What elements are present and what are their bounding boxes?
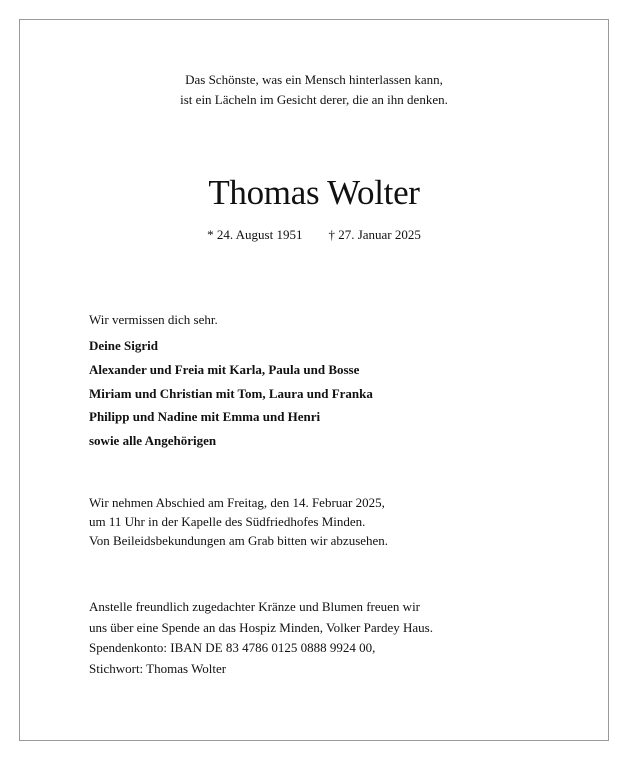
family-list xyxy=(89,334,373,453)
obituary-notice xyxy=(19,19,609,741)
family-member-line: Deine Sigrid xyxy=(89,338,158,353)
family-member-line: sowie alle Angehörigen xyxy=(89,433,217,449)
quote-line-1: Das Schönste, was ein Mensch hinterlassen kann, xyxy=(185,72,443,87)
deceased-name: Thomas Wolter xyxy=(208,173,420,212)
death-date: † 27. Januar 2025 xyxy=(328,227,421,242)
birth-date: * 24. August 1951 xyxy=(207,227,303,242)
family-member-line: Philipp und Nadine mit Emma und Henri xyxy=(89,409,321,425)
funeral-details-line: Wir nehmen Abschied am Freitag, den 14. Februar 2025, xyxy=(89,495,385,510)
family-member-line: Alexander und Freia mit Karla, Paula und Bosse xyxy=(89,361,360,377)
funeral-details-line: Von Beileidsbekundungen am Grab bitten wir abzusehen. xyxy=(89,533,389,548)
mourning-message: Wir vermissen dich sehr. xyxy=(89,312,218,327)
quote-line-2: ist ein Lächeln im Gesicht derer, die an ihn denken. xyxy=(180,91,448,107)
donation-line: Anstelle freundlich zugedachter Kränze und Blumen freuen wir xyxy=(89,599,421,614)
funeral-details xyxy=(89,493,388,550)
life-dates xyxy=(20,225,608,244)
family-member-line: Miriam und Christian mit Tom, Laura und Franka xyxy=(89,385,373,401)
donation-request xyxy=(89,597,433,679)
donation-line: uns über eine Spende an das Hospiz Minden, Volker Pardey Haus. xyxy=(89,619,433,635)
memorial-quote xyxy=(20,70,608,109)
donation-keyword: Stichwort: Thomas Wolter xyxy=(89,660,227,676)
donation-account: Spendenkonto: IBAN DE 83 4786 0125 0888 9924 00, xyxy=(89,640,376,655)
funeral-details-line: um 11 Uhr in der Kapelle des Südfriedhofes Minden. xyxy=(89,514,366,529)
